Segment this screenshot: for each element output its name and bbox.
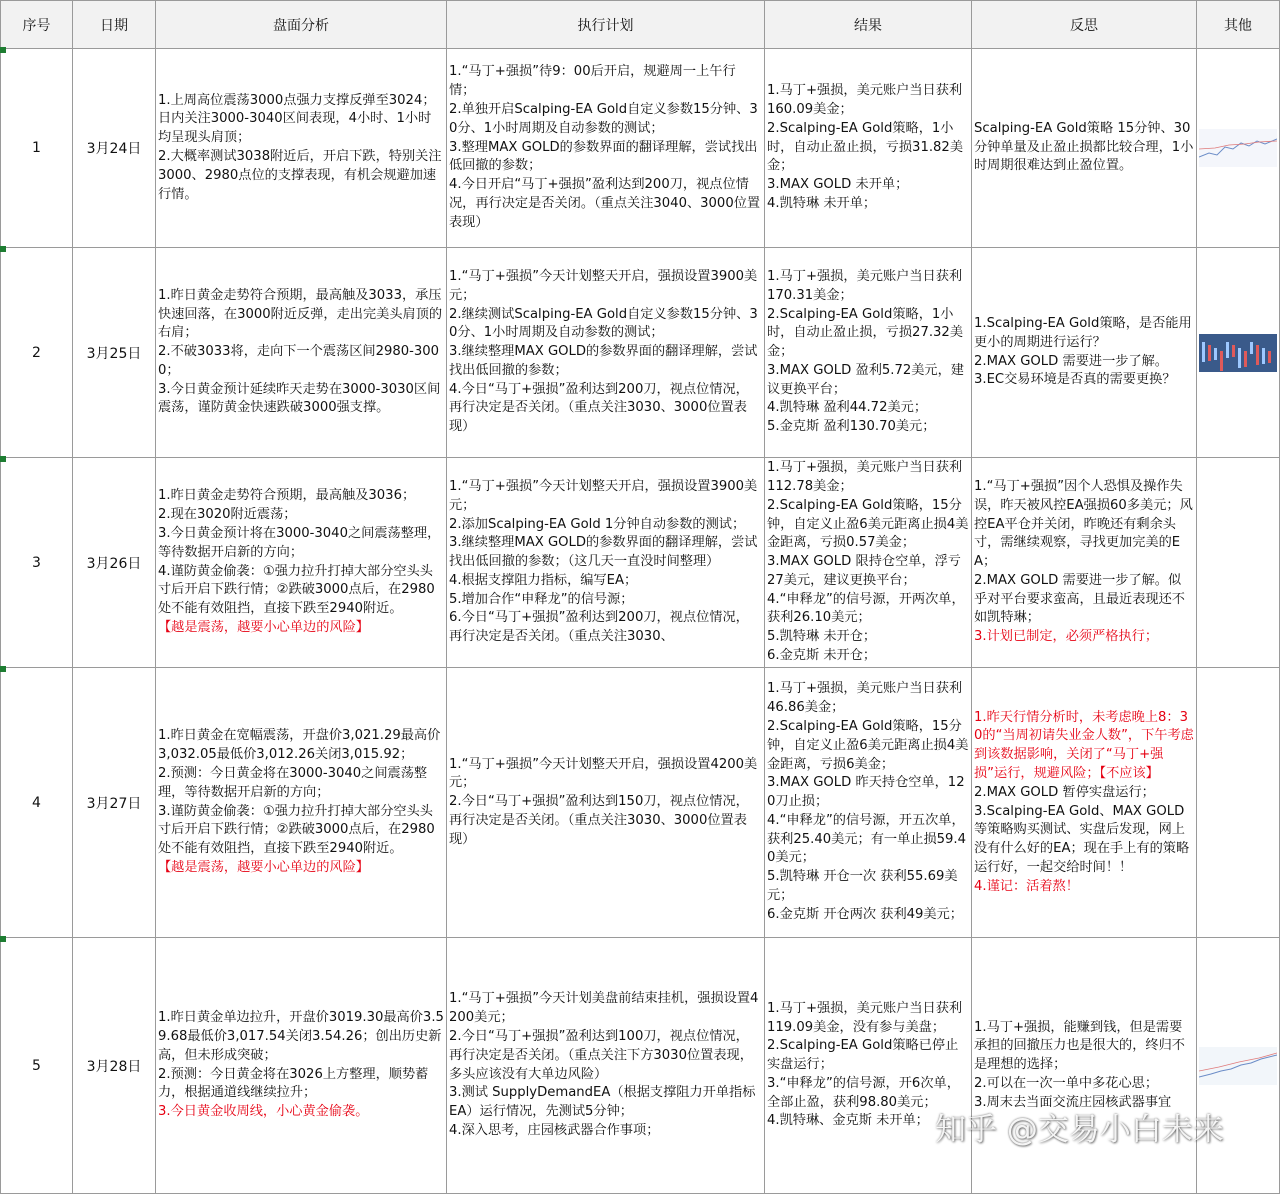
row-date: 3月24日 (73, 49, 156, 248)
cell-line: Scalping-EA Gold策略 15分钟、30分钟单量及止盈止损都比较合理，1小时周期很难达到止盈位置。 (974, 120, 1194, 174)
analysis-cell (156, 49, 447, 248)
row-index: 3 (1, 458, 73, 668)
plan-cell (447, 458, 765, 668)
cell-line: 4.谨防黄金偷袭：①强力拉升打掉大部分空头头寸后开启下跌行情；②跌破3000点后，在2980处不能有效阻挡，直接下跌至2940附近。 (158, 563, 435, 617)
cell-line: 3.MAX GOLD 盈利5.72美元，建议更换平台； (767, 362, 964, 397)
cell-line: 2.预测：今日黄金将在3000-3040之间震荡整理，等待数据开启新的方向； (158, 765, 428, 800)
cell-line: 1.“马丁+强损”因个人恐惧及操作失误，昨天被风控EA强损60多美元；风控EA平仓并关闭，昨晚还有剩余头寸，需继续观察，寻找更加完美的EA； (974, 478, 1193, 570)
cell-marker (0, 246, 6, 252)
cell-line: 6.金克斯 未开仓； (767, 648, 877, 664)
other-cell (1197, 49, 1280, 248)
cell-line: 2.现在3020附近震荡； (158, 507, 297, 523)
cell-line: 3.Scalping-EA Gold、MAX GOLD等策略购买测试、实盘后发现，网上没有什么好的EA；现在手上有的策略运行好，一起交给时间！！ (974, 803, 1190, 875)
cell-line: 1.上周高位震荡3000点强力支撑反弹至3024；日内关注3000-3040区间表现，4小时、1小时均呈现头肩顶； (158, 92, 436, 146)
row-index: 4 (1, 668, 73, 938)
cell-line: 3.测试 SupplyDemandEA（根据支撑阻力开单指标EA）运行情况，先测试5分钟； (449, 1085, 756, 1120)
result-cell (765, 49, 972, 248)
table-row (1, 49, 1280, 248)
table-row (1, 248, 1280, 458)
analysis-cell (156, 668, 447, 938)
reflection-cell (972, 458, 1197, 668)
analysis-cell (156, 938, 447, 1194)
cell-line: 2.MAX GOLD 需要进一步了解。似乎对平台要求蛮高，且最近表现还不如凯特琳； (974, 572, 1185, 626)
cell-line: 6.金克斯 开仓两次 获利49美元； (767, 906, 963, 922)
cell-line: 2.MAX GOLD 暂停实盘运行； (974, 784, 1155, 800)
result-cell (765, 668, 972, 938)
row-index: 5 (1, 938, 73, 1194)
row-date: 3月28日 (73, 938, 156, 1194)
other-cell (1197, 668, 1280, 938)
cell-line: 1.马丁+强损，美元账户当日获利160.09美金； (767, 83, 963, 117)
cell-line: 2.Scalping-EA Gold策略，1小时，自动止盈止损，亏损27.32美金； (767, 306, 964, 360)
other-cell (1197, 248, 1280, 458)
cell-line: 1.昨日黄金在宽幅震荡，开盘价3,021.29最高价3,032.05最低价3,012.26关闭3,015.92； (158, 728, 441, 763)
other-cell (1197, 938, 1280, 1194)
cell-line: 5.增加合作“申释龙”的信号源； (449, 591, 634, 607)
cell-marker (0, 666, 6, 672)
table-row (1, 668, 1280, 938)
result-cell (765, 938, 972, 1194)
row-date: 3月27日 (73, 668, 156, 938)
analysis-cell (156, 248, 447, 458)
cell-line: 6.今日“马丁+强损”盈利达到200刀，视点位情况，再行决定是否关闭。（重点关注3030、 (449, 610, 749, 645)
cell-line: 4.深入思考，庄园核武器合作事项； (449, 1122, 660, 1138)
analysis-cell (156, 458, 447, 668)
cell-line: 2.不破3033将，走向下一个震荡区间2980-3000； (158, 344, 440, 378)
cell-line: 4.凯特琳、金克斯 未开单； (767, 1113, 929, 1129)
cell-line: 1.马丁+强损，美元账户当日获利112.78美金； (767, 460, 963, 494)
plan-cell (447, 49, 765, 248)
cell-line: 3.周末去当面交流庄园核武器事宜 (974, 1094, 1172, 1110)
cell-line: 3.MAX GOLD 昨天持仓空单，120刀止损； (767, 775, 965, 810)
cell-line: 5.凯特琳 未开仓； (767, 629, 877, 645)
chart-thumbnail[interactable] (1199, 1047, 1277, 1085)
cell-line: 1.马丁+强损，美元账户当日获利170.31美金； (767, 268, 963, 303)
cell-line: 3.MAX GOLD 限持仓空单，浮亏27美元，建议更换平台； (767, 554, 961, 588)
cell-line: 4.根据支撑阻力指标，编写EA； (449, 572, 638, 588)
cell-line: 4.谨记：活着熬！ (974, 878, 1079, 894)
reflection-cell (972, 49, 1197, 248)
reflection-cell (972, 248, 1197, 458)
header-date: 日期 (73, 1, 156, 49)
header-market-analysis: 盘面分析 (156, 1, 447, 49)
cell-line: 1.马丁+强损，能赚到钱，但是需要承担的回撤压力也是很大的，终归不是理想的选择； (974, 1019, 1185, 1073)
cell-line: 2.大概率测试3038附近后，开启下跌，特别关注3000、2980点位的支撑表现，有机会规避加速行情。 (158, 149, 442, 202)
cell-line: 2.Scalping-EA Gold策略，15分钟，自定义止盈6美元距离止损4美金距离，亏损0.57美金； (767, 497, 969, 551)
cell-marker (0, 456, 6, 462)
cell-line: 2.今日“马丁+强损”盈利达到150刀，视点位情况，再行决定是否关闭。（重点关注3030、3000位置表现） (449, 794, 749, 847)
cell-line: 3.谨防黄金偷袭：①强力拉升打掉大部分空头头寸后开启下跌行情；②跌破3000点后，在2980处不能有效阻挡，直接下跌至2940附近。 (158, 803, 435, 857)
cell-line: 【越是震荡，越要小心单边的风险】 (158, 619, 369, 635)
row-date: 3月26日 (73, 458, 156, 668)
header-result: 结果 (765, 1, 972, 49)
row-index: 1 (1, 49, 73, 248)
chart-thumbnail[interactable] (1199, 129, 1277, 167)
header-other: 其他 (1197, 1, 1280, 49)
cell-line: 2.继续测试Scalping-EA Gold自定义参数15分钟、30分、1小时周期及自动参数的测试； (449, 306, 758, 341)
cell-line: 2.MAX GOLD 需要进一步了解。 (974, 353, 1168, 369)
cell-line: 3.继续整理MAX GOLD的参数界面的翻译理解，尝试找出低回撤的参数； (449, 344, 758, 378)
cell-line: 2.今日“马丁+强损”盈利达到100刀，视点位情况，再行决定是否关闭。（重点关注下方3030位置表现，多头应该没有大单边风险） (449, 1028, 753, 1082)
cell-line: 1.“马丁+强损”今天计划整天开启，强损设置3900美元； (449, 478, 758, 513)
cell-line: 1.昨日黄金走势符合预期，最高触及3033，承压快速回落，在3000附近反弹，走出完美头肩顶的右肩； (158, 287, 443, 341)
cell-line: 2.Scalping-EA Gold策略已停止实盘运行； (767, 1038, 959, 1073)
cell-line: 1.昨日黄金走势符合预期，最高触及3036； (158, 488, 416, 504)
header-reflection: 反思 (972, 1, 1197, 49)
cell-line: 2.添加Scalping-EA Gold 1分钟自动参数的测试； (449, 516, 746, 532)
cell-line: 3.“申释龙”的信号源，开6次单，全部止盈，获利98.80美元； (767, 1075, 960, 1110)
plan-cell (447, 668, 765, 938)
cell-line: 1.“马丁+强损”今天计划美盘前结束挂机，强损设置4200美元； (449, 991, 759, 1026)
cell-marker (0, 47, 6, 53)
row-date: 3月25日 (73, 248, 156, 458)
cell-line: 5.凯特琳 开仓一次 获利55.69美元； (767, 869, 958, 904)
cell-line: 5.金克斯 盈利130.70美元； (767, 419, 936, 435)
cell-line: 1.马丁+强损，美元账户当日获利46.86美金； (767, 681, 963, 716)
cell-line: 3.MAX GOLD 未开单； (767, 177, 909, 193)
cell-line: 2.Scalping-EA Gold策略，1小时，自动止盈止损，亏损31.82美金； (767, 120, 964, 174)
cell-line: 3.EC交易环境是否真的需要更换？ (974, 372, 1176, 388)
chart-thumbnail[interactable] (1199, 334, 1277, 372)
cell-line: 3.今日黄金预计延续昨天走势在3000-3030区间震荡，谨防黄金快速跌破3000强支撑。 (158, 381, 441, 416)
zhihu-watermark: 知乎 @交易小白未来 (935, 1112, 1224, 1148)
cell-line: 2.可以在一次一单中多花心思； (974, 1075, 1159, 1091)
cell-line: 2.单独开启Scalping-EA Gold自定义参数15分钟、30分、1小时周期及自动参数的测试； (449, 102, 758, 136)
cell-line: 3.今日黄金预计将在3000-3040之间震荡整理，等待数据开启新的方向； (158, 525, 441, 560)
other-cell (1197, 458, 1280, 668)
cell-line: 3.继续整理MAX GOLD的参数界面的翻译理解，尝试找出低回撤的参数；（这几天一直没时间整理） (449, 535, 758, 570)
cell-line: 2.预测：今日黄金将在3026上方整理，顺势蓄力，根据通道线继续拉升； (158, 1066, 429, 1101)
cell-line: 4.“申释龙”的信号源，开两次单，获利26.10美元； (767, 591, 965, 626)
cell-marker (0, 936, 6, 942)
cell-line: 1.昨天行情分析时，未考虑晚上8：30的“当周初请失业金人数”，下午考虑到该数据影响，关闭了“马丁+强损”运行，规避风险；【不应该】 (974, 709, 1194, 781)
cell-line: 1.“马丁+强损”今天计划整天开启，强损设置3900美元； (449, 268, 758, 303)
cell-line: 1.Scalping-EA Gold策略，是否能用更小的周期进行运行？ (974, 315, 1192, 350)
table-row (1, 458, 1280, 668)
cell-line: 4.今日开启“马丁+强损”盈利达到200刀，视点位情况，再行决定是否关闭。（重点关注3040、3000位置表现） (449, 177, 761, 230)
cell-line: 3.计划已制定，必须严格执行； (974, 629, 1159, 645)
cell-line: 4.凯特琳 盈利44.72美元； (767, 400, 928, 416)
plan-cell (447, 938, 765, 1194)
header-row (1, 1, 1280, 49)
header-index: 序号 (1, 1, 73, 49)
cell-line: 1.马丁+强损，美元账户当日获利119.09美金，没有参与美盘； (767, 1000, 963, 1035)
table-row (1, 938, 1280, 1194)
plan-cell (447, 248, 765, 458)
cell-line: 1.“马丁+强损”今天计划整天开启，强损设置4200美元； (449, 756, 758, 791)
header-execution-plan: 执行计划 (447, 1, 765, 49)
cell-line: 3.今日黄金收周线，小心黄金偷袭。 (158, 1104, 369, 1120)
reflection-cell (972, 668, 1197, 938)
result-cell (765, 458, 972, 668)
cell-line: 【越是震荡，越要小心单边的风险】 (158, 859, 369, 875)
result-cell (765, 248, 972, 458)
cell-line: 4.“申释龙”的信号源，开五次单，获利25.40美元；有一单止损59.40美元； (767, 812, 966, 866)
row-index: 2 (1, 248, 73, 458)
cell-line: 1.“马丁+强损”待9：00后开启，规避周一上午行情； (449, 64, 736, 99)
cell-line: 1.昨日黄金单边拉升，开盘价3019.30最高价3.59.68最低价3,017.54关闭3.54.26；创出历史新高，但未形成突破； (158, 1010, 444, 1063)
cell-line: 2.Scalping-EA Gold策略，15分钟，自定义止盈6美元距离止损4美金距离，亏损6美金； (767, 718, 969, 772)
reflection-cell (972, 938, 1197, 1194)
cell-line: 4.凯特琳 未开单； (767, 195, 877, 211)
cell-line: 4.今日“马丁+强损”盈利达到200刀，视点位情况，再行决定是否关闭。（重点关注3030、3000位置表现） (449, 381, 749, 435)
cell-line: 3.整理MAX GOLD的参数界面的翻译理解，尝试找出低回撤的参数； (449, 139, 758, 174)
